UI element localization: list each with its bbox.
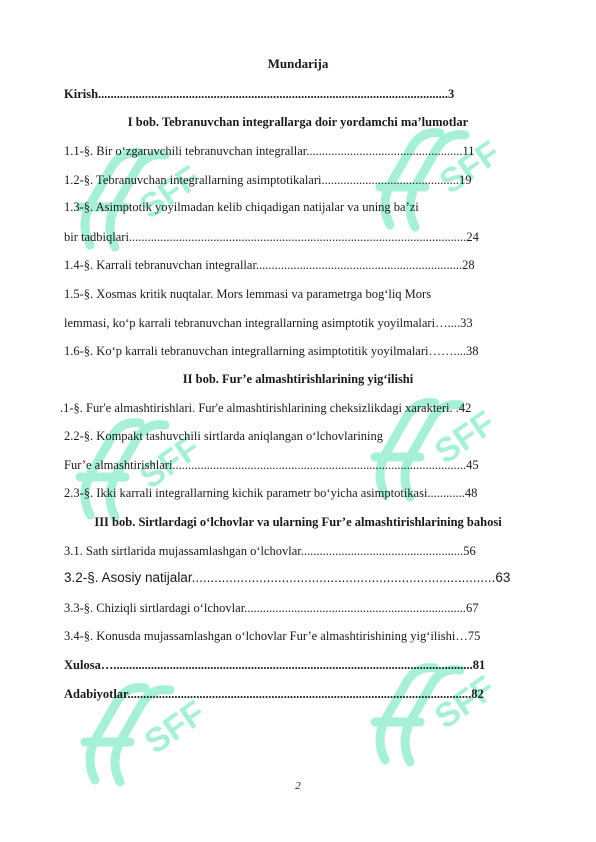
toc-entry-adabiyotlar[interactable]: Adabiyotlar..............................................................................................................82 <box>64 687 484 701</box>
svg-text:SFF: SFF <box>132 428 208 497</box>
toc-entry-3-3[interactable]: 3.3-§. Chiziqli sirtlardagi o‘lchovlar.......................................................................67 <box>64 601 479 615</box>
svg-text:SFF: SFF <box>137 693 213 762</box>
toc-entry-1-5[interactable]: 1.5-§. Xosmas kritik nuqtalar. Mors lemmasi va parametrga bog‘liq Mors <box>64 287 432 301</box>
toc-entry-kirish[interactable]: Kirish................................................................................................................3 <box>64 87 455 101</box>
toc-entry-1-3-cont[interactable]: bir tadbiqlari............................................................................................................24 <box>64 230 479 244</box>
toc-entry-3-4[interactable]: 3.4-§. Konusda mujassamlashgan o‘lchovlar Fur’e almashtirishining yig‘ilishi…75 <box>64 629 481 643</box>
toc-entry-2-2[interactable]: 2.2-§. Kompakt tashuvchili sirtlarda aniqlangan o‘lchovlarining <box>64 429 384 443</box>
svg-text:SFF: SFF <box>132 158 208 227</box>
toc-entry-1-2[interactable]: 1.2-§. Tebranuvchan integrallarning asimptotikalari............................................19 <box>64 173 472 187</box>
toc-chapter-3-heading[interactable]: III bob. Sirtlardagi o‘lchovlar va ularning Fur’e almashtirishlarining bahosi <box>94 515 502 529</box>
toc-entry-1-1[interactable]: 1.1-§. Bir o‘zgaruvchili tebranuvchan integrallar..................................................11 <box>64 144 475 158</box>
toc-chapter-1-heading[interactable]: I bob. Tebranuvchan integrallarga doir yordamchi ma’lumotlar <box>127 115 469 129</box>
toc-entry-3-1[interactable]: 3.1. Sath sirtlarida mujassamlashgan o‘lchovlar....................................................56 <box>64 544 476 558</box>
toc-entry-xulosa[interactable]: Xulosa…...................................................................................................................81 <box>64 658 486 672</box>
toc-entry-2-2-cont[interactable]: Fur’e almashtirishlari..............................................................................................45 <box>64 458 479 472</box>
page-number: 2 <box>295 780 301 792</box>
toc-entry-2-1[interactable]: .1-§. Fur'e almashtirishlari. Fur'e almashtirishlarining cheksizlikdagi xarakteri. .42 <box>60 401 472 415</box>
svg-text:SFF: SFF <box>427 668 503 737</box>
toc-entry-1-6[interactable]: 1.6-§. Ko‘p karrali tebranuvchan integrallarning asimptotitik yoyilmalari……....38 <box>64 344 479 358</box>
toc-entry-1-4[interactable]: 1.4-§. Karrali tebranuvchan integrallar..................................................................28 <box>64 258 475 272</box>
svg-text:SFF: SFF <box>432 133 508 202</box>
toc-entry-1-3[interactable]: 1.3-§. Asimptotik yoyilmadan kelib chiqadigan natijalar va uning ba’zi <box>64 200 419 214</box>
toc-entry-2-3[interactable]: 2.3-§. Ikki karrali integrallarning kichik parametr bo‘yicha asimptotikasi............48 <box>64 486 478 500</box>
toc-title: Mundarija <box>267 56 329 71</box>
toc-entry-3-2[interactable]: 3.2-§. Asosiy natijalar.................................................................................63 <box>64 570 511 585</box>
svg-text:SFF: SFF <box>427 403 503 472</box>
toc-entry-1-5-cont[interactable]: lemmasi, ko‘p karrali tebranuvchan integrallarning asimptotik yoyilmalari…....33 <box>64 316 473 330</box>
toc-chapter-2-heading[interactable]: II bob. Fur’e almashtirishlarining yig‘ilishi <box>182 372 414 386</box>
